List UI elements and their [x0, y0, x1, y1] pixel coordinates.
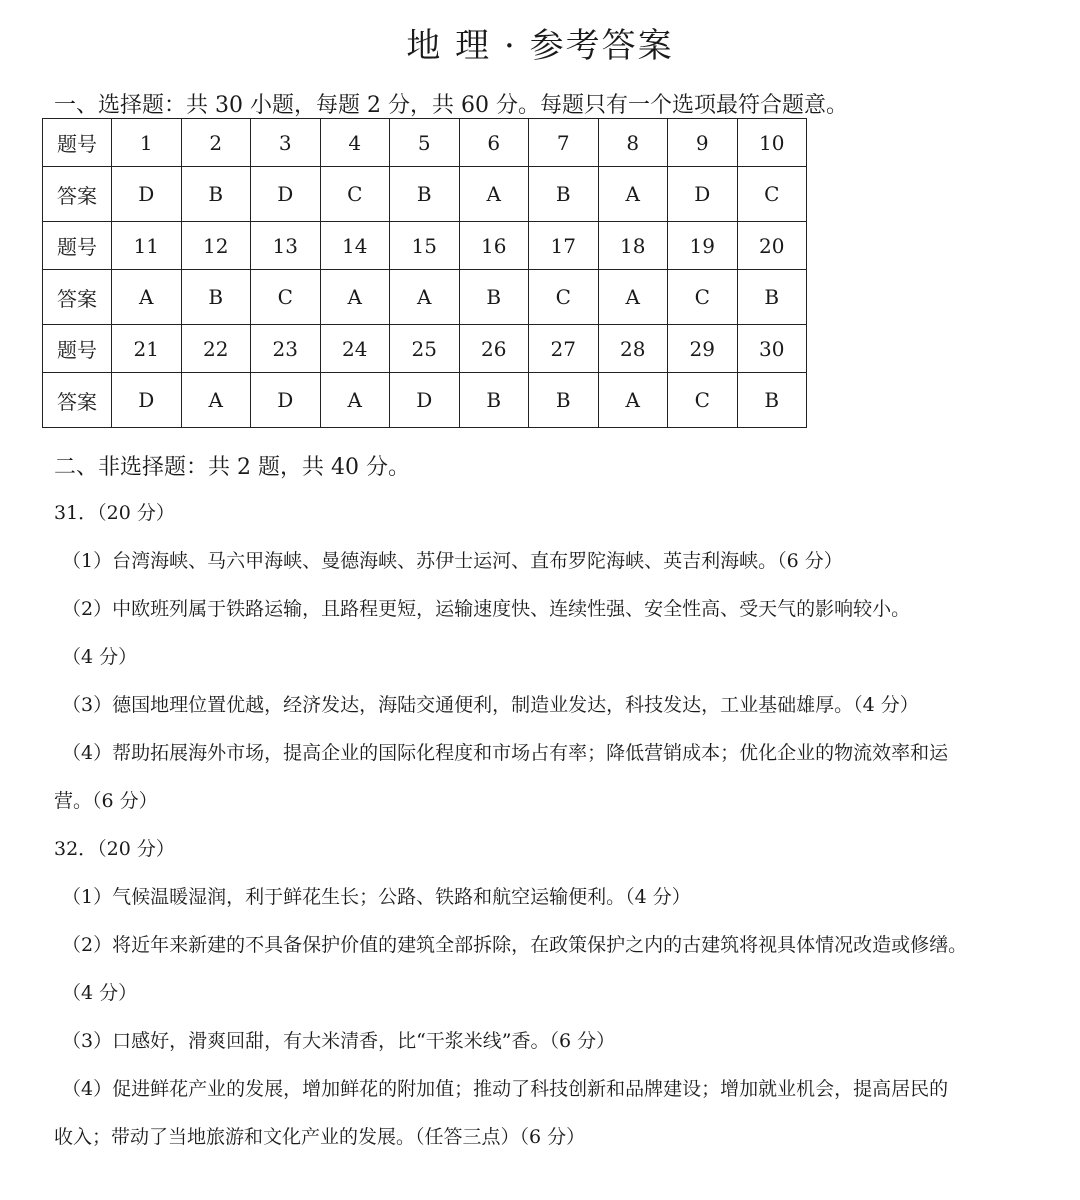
section-1-heading: 一、选择题：共 30 小题，每题 2 分，共 60 分。每题只有一个选项最符合题意。	[54, 93, 848, 118]
answer-cell: A	[320, 373, 390, 428]
answer-cell: A	[181, 373, 251, 428]
question-label-cell: 题号	[43, 222, 112, 270]
answer-cell: A	[598, 373, 668, 428]
question-number-cell: 6	[459, 119, 529, 167]
question-number-cell: 3	[251, 119, 321, 167]
question-number-row	[43, 119, 807, 167]
question-number-cell: 15	[390, 222, 460, 270]
question-number-cell: 16	[459, 222, 529, 270]
answer-cell: A	[598, 167, 668, 222]
q32-answer-line: （1）气候温暖湿润，利于鲜花生长；公路、铁路和航空运输便利。（4 分）	[62, 886, 691, 908]
question-number-cell: 27	[529, 325, 599, 373]
q32-answer-line: （3）口感好，滑爽回甜，有大米清香，比“干浆米线”香。（6 分）	[62, 1030, 616, 1052]
answer-cell: D	[390, 373, 460, 428]
answer-cell: A	[112, 270, 182, 325]
question-label-cell: 题号	[43, 325, 112, 373]
answer-cell: D	[112, 373, 182, 428]
question-number-cell: 10	[737, 119, 807, 167]
answer-cell: D	[251, 373, 321, 428]
answer-cell: D	[251, 167, 321, 222]
question-number-cell: 29	[668, 325, 738, 373]
q31-answer-line: （4）帮助拓展海外市场，提高企业的国际化程度和市场占有率；降低营销成本；优化企业的物流效率和运	[62, 742, 949, 764]
question-number-row	[43, 222, 807, 270]
question-label-cell: 题号	[43, 119, 112, 167]
answer-label-cell: 答案	[43, 373, 112, 428]
answer-cell: D	[668, 167, 738, 222]
answer-row	[43, 167, 807, 222]
answer-cell: B	[181, 270, 251, 325]
answer-cell: C	[668, 373, 738, 428]
answer-label-cell: 答案	[43, 270, 112, 325]
question-number-cell: 7	[529, 119, 599, 167]
answer-cell: D	[112, 167, 182, 222]
q32-answer-line: 收入；带动了当地旅游和文化产业的发展。（任答三点）（6 分）	[54, 1126, 586, 1148]
question-number-cell: 8	[598, 119, 668, 167]
question-number-cell: 1	[112, 119, 182, 167]
answer-cell: B	[529, 373, 599, 428]
answer-cell: C	[251, 270, 321, 325]
q32-answer-line: （4 分）	[62, 982, 138, 1004]
q32-answer-line: （2）将近年来新建的不具备保护价值的建筑全部拆除，在政策保护之内的古建筑将视具体情况改造或修缮。	[62, 934, 968, 956]
q31-answer-line: 营。（6 分）	[54, 790, 158, 812]
answer-cell: B	[529, 167, 599, 222]
question-number-cell: 19	[668, 222, 738, 270]
question-number-cell: 25	[390, 325, 460, 373]
question-number-cell: 2	[181, 119, 251, 167]
q31-answer-line: （1）台湾海峡、马六甲海峡、曼德海峡、苏伊士运河、直布罗陀海峡、英吉利海峡。（6 分）	[62, 550, 843, 572]
q31-answer-line: （2）中欧班列属于铁路运输，且路程更短，运输速度快、连续性强、安全性高、受天气的影响较小。	[62, 598, 911, 620]
question-number-cell: 17	[529, 222, 599, 270]
answer-cell: A	[459, 167, 529, 222]
answer-row	[43, 373, 807, 428]
question-number-cell: 12	[181, 222, 251, 270]
answer-cell: A	[320, 270, 390, 325]
answer-cell: B	[459, 270, 529, 325]
answer-cell: C	[737, 167, 807, 222]
question-number-cell: 26	[459, 325, 529, 373]
answer-cell: A	[598, 270, 668, 325]
q32-header: 32．（20 分）	[54, 838, 175, 860]
answer-cell: C	[320, 167, 390, 222]
q32-answer-line: （4）促进鲜花产业的发展，增加鲜花的附加值；推动了科技创新和品牌建设；增加就业机会，提高居民的	[62, 1078, 949, 1100]
question-number-cell: 11	[112, 222, 182, 270]
question-number-cell: 4	[320, 119, 390, 167]
question-number-cell: 5	[390, 119, 460, 167]
question-number-cell: 21	[112, 325, 182, 373]
answer-cell: C	[668, 270, 738, 325]
question-number-cell: 18	[598, 222, 668, 270]
question-number-row	[43, 325, 807, 373]
answer-cell: A	[390, 270, 460, 325]
question-number-cell: 30	[737, 325, 807, 373]
question-number-cell: 22	[181, 325, 251, 373]
question-number-cell: 23	[251, 325, 321, 373]
answer-row	[43, 270, 807, 325]
answer-cell: B	[181, 167, 251, 222]
q31-answer-line: （3）德国地理位置优越，经济发达，海陆交通便利，制造业发达，科技发达，工业基础雄厚。（4 分）	[62, 694, 919, 716]
answer-cell: B	[459, 373, 529, 428]
answer-table	[42, 118, 807, 428]
q31-answer-line: （4 分）	[62, 646, 138, 668]
question-number-cell: 9	[668, 119, 738, 167]
question-number-cell: 20	[737, 222, 807, 270]
question-number-cell: 13	[251, 222, 321, 270]
answer-cell: C	[529, 270, 599, 325]
answer-cell: B	[737, 373, 807, 428]
page-title: 地 理 · 参考答案	[406, 26, 674, 66]
question-number-cell: 14	[320, 222, 390, 270]
q31-header: 31．（20 分）	[54, 502, 175, 524]
answer-cell: B	[737, 270, 807, 325]
question-number-cell: 28	[598, 325, 668, 373]
section-2-heading: 二、非选择题：共 2 题，共 40 分。	[54, 455, 410, 480]
question-number-cell: 24	[320, 325, 390, 373]
answer-label-cell: 答案	[43, 167, 112, 222]
answer-cell: B	[390, 167, 460, 222]
